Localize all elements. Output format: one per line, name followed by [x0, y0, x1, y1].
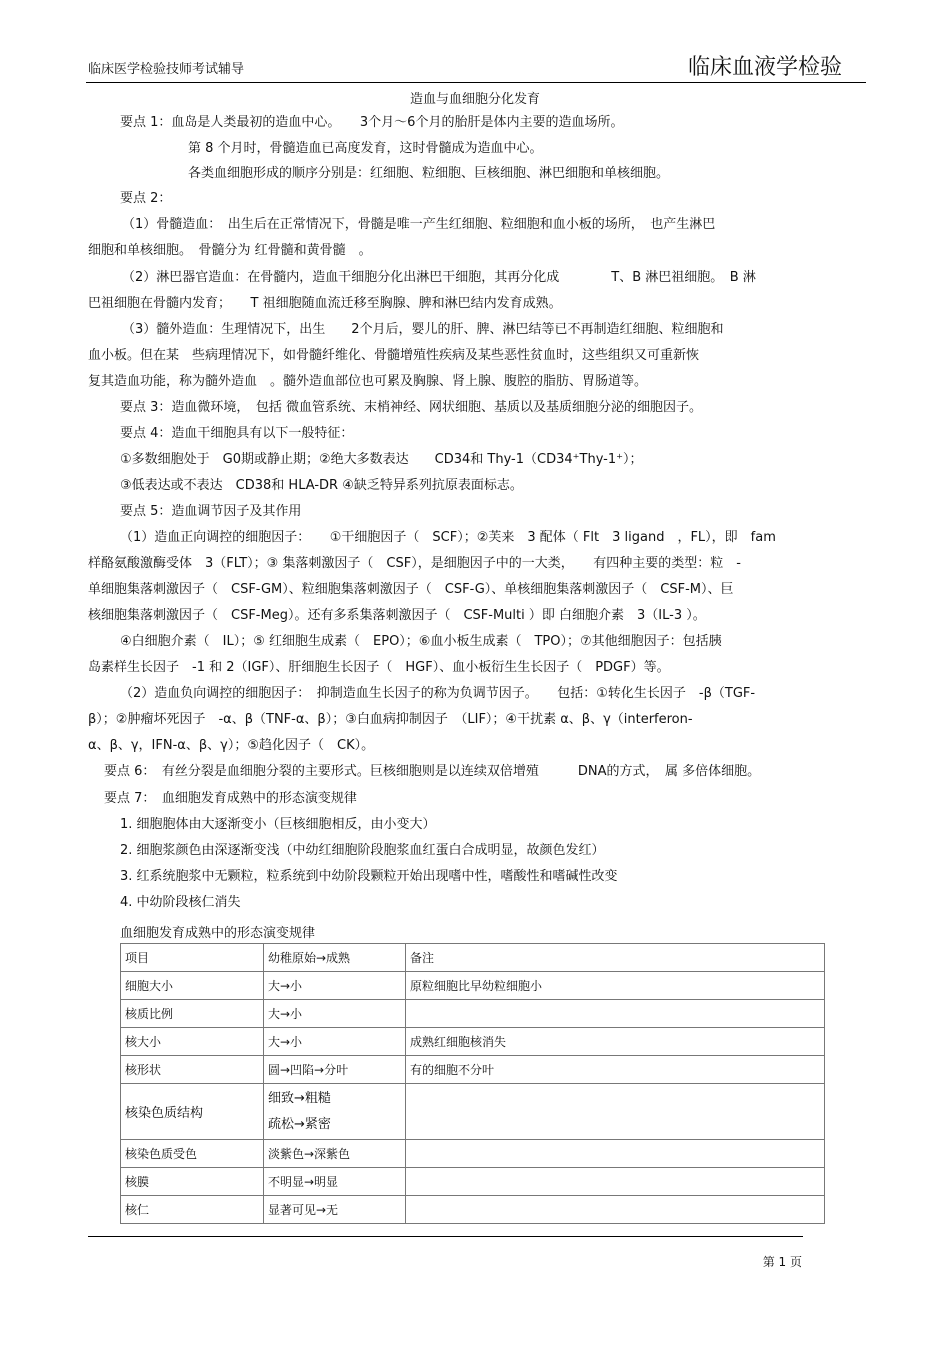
- table-cell-line: 细致→粗糙: [268, 1090, 331, 1106]
- text-line: （1）造血正向调控的细胞因子： ①干细胞因子（ SCF）；②芙来 3 配体（ Flt 3 ligand ，FL），即 fam: [120, 530, 776, 545]
- text-line: 样酪氨酸激酶受体 3（FLT）；③ 集落刺激因子（ CSF），是细胞因子中的一大类， 有四种主要的类型：粒 -: [88, 556, 741, 571]
- text-line: 3. 红系统胞浆中无颗粒，粒系统到中幼阶段颗粒开始出现嗜中性，嗜酸性和嗜碱性改变: [120, 869, 618, 884]
- text-line: （2）造血负向调控的细胞因子： 抑制造血生长因子的称为负调节因子。 包括：①转化生长因子 -β（TGF-: [120, 686, 756, 701]
- table-row: [121, 1140, 825, 1168]
- text-line: 要点 4：造血干细胞具有以下一般特征：: [120, 426, 354, 441]
- text-line: 核细胞集落刺激因子（ CSF-Meg）。还有多系集落刺激因子（ CSF-Multi ）即 白细胞介素 3（IL-3 ）。: [88, 608, 706, 623]
- table-row: [121, 1056, 825, 1084]
- text-line: 第 8 个月时，骨髓造血已高度发育，这时骨髓成为造血中心。: [188, 141, 543, 156]
- text-line: 2. 细胞浆颜色由深逐渐变浅（中幼红细胞阶段胞浆血红蛋白合成明显，故颜色发红）: [120, 843, 605, 858]
- text-line: 巴祖细胞在骨髓内发育； T 祖细胞随血流迁移至胸腺、脾和淋巴结内发育成熟。: [88, 296, 562, 311]
- table-row: [121, 1084, 825, 1140]
- table-cell: 核染色质受色: [121, 1140, 264, 1168]
- text-line: ③低表达或不表达 CD38和 HLA-DR ④缺乏特异系列抗原表面标志。: [120, 478, 523, 493]
- table-cell: [406, 1168, 825, 1196]
- table-cell: 有的细胞不分叶: [406, 1056, 825, 1084]
- text-line: 1. 细胞胞体由大逐渐变小（巨核细胞相反，由小变大）: [120, 817, 436, 832]
- page-number: 第 1 页: [762, 1255, 802, 1269]
- table-caption: 血细胞发育成熟中的形态演变规律: [120, 926, 316, 941]
- table-cell: 核仁: [121, 1196, 264, 1224]
- header-divider: [86, 82, 866, 83]
- table-row: [121, 1168, 825, 1196]
- table-cell: 核形状: [121, 1056, 264, 1084]
- table-cell: [406, 1140, 825, 1168]
- text-line: β）；②肿瘤坏死因子 -α、β（TNF-α、β）；③白血病抑制因子 （LIF）；④干扰素 α、β、γ（interferon-: [88, 712, 693, 727]
- header-course-name: 临床医学检验技师考试辅导: [88, 62, 245, 77]
- table-cell: [406, 1196, 825, 1224]
- table-header-cell: 备注: [406, 944, 825, 972]
- table-cell: [406, 1000, 825, 1028]
- table-cell: 圆→凹陷→分叶: [264, 1056, 406, 1084]
- table-cell: 显著可见→无: [264, 1196, 406, 1224]
- table-cell: 细胞大小: [121, 972, 264, 1000]
- table-row: [121, 1000, 825, 1028]
- table-header-row: [121, 944, 825, 972]
- text-line: 各类血细胞形成的顺序分别是：红细胞、粒细胞、巨核细胞、淋巴细胞和单核细胞。: [188, 166, 670, 181]
- text-line: α、β、γ，IFN-α、β、γ）；⑤趋化因子（ CK）。: [88, 738, 375, 753]
- text-line: ④白细胞介素（ IL）；⑤ 红细胞生成素（ EPO）；⑥血小板生成素（ TPO）；⑦其他细胞因子：包括胰: [120, 634, 722, 649]
- footer-divider: [88, 1236, 803, 1237]
- text-line: 要点 5：造血调节因子及其作用: [120, 504, 302, 519]
- table-header-cell: 项目: [121, 944, 264, 972]
- document-title: 造血与血细胞分化发育: [409, 92, 540, 107]
- text-line: ①多数细胞处于 G0期或静止期；②绝大多数表达 CD34和 Thy-1（CD34⁺Thy-1⁺）；: [120, 452, 643, 467]
- table-cell: [406, 1084, 825, 1140]
- text-line: 要点 3：造血微环境， 包括 微血管系统、末梢神经、网状细胞、基质以及基质细胞分泌的细胞因子。: [120, 400, 703, 415]
- text-line: 4. 中幼阶段核仁消失: [120, 895, 241, 910]
- text-line: 要点 2：: [120, 191, 172, 206]
- text-line: 要点 1：血岛是人类最初的造血中心。 3个月～6个月的胎肝是体内主要的造血场所。: [120, 115, 624, 130]
- text-line: 血小板。但在某 些病理情况下，如骨髓纤维化、骨髓增殖性疾病及某些恶性贫血时，这些组织又可重新恢: [88, 348, 700, 363]
- table-cell: 核膜: [121, 1168, 264, 1196]
- text-line: 单细胞集落刺激因子（ CSF-GM）、粒细胞集落刺激因子（ CSF-G）、单核细胞集落刺激因子（ CSF-M）、巨: [88, 582, 734, 597]
- header-subject-title: 临床血液学检验: [687, 55, 842, 80]
- table-cell: 核质比例: [121, 1000, 264, 1028]
- table-header-cell: 幼稚原始→成熟: [264, 944, 406, 972]
- table-cell: 原粒细胞比早幼粒细胞小: [406, 972, 825, 1000]
- table-cell-line: 疏松→紧密: [268, 1116, 331, 1132]
- text-line: 要点 6： 有丝分裂是血细胞分裂的主要形式。巨核细胞则是以连续双倍增殖 DNA的方式， 属 多倍体细胞。: [104, 764, 761, 779]
- text-line: （2）淋巴器官造血：在骨髓内，造血干细胞分化出淋巴干细胞，其再分化成 T、B 淋巴祖细胞。 B 淋: [122, 270, 756, 285]
- table-row: [121, 972, 825, 1000]
- text-line: （3）髓外造血：生理情况下，出生 2个月后，婴儿的肝、脾、淋巴结等已不再制造红细胞、粒细胞和: [122, 322, 724, 337]
- morphology-table: [120, 943, 825, 1224]
- text-line: 复其造血功能，称为髓外造血 。髓外造血部位也可累及胸腺、肾上腺、腹腔的脂肪、胃肠道等。: [88, 374, 648, 389]
- table-row: [121, 1028, 825, 1056]
- text-line: （1）骨髓造血： 出生后在正常情况下，骨髓是唯一产生红细胞、粒细胞和血小板的场所， 也产生淋巴: [122, 217, 716, 232]
- table-cell: 大→小: [264, 1028, 406, 1056]
- table-cell: 成熟红细胞核消失: [406, 1028, 825, 1056]
- text-line: 岛素样生长因子 -1 和 2（IGF）、肝细胞生长因子（ HGF）、血小板衍生生长因子（ PDGF）等。: [88, 660, 670, 675]
- table-cell: 大→小: [264, 972, 406, 1000]
- table-cell: 淡紫色→深紫色: [264, 1140, 406, 1168]
- table-cell: 大→小: [264, 1000, 406, 1028]
- table-cell: 核染色质结构: [121, 1084, 264, 1140]
- text-line: 细胞和单核细胞。 骨髓分为 红骨髓和黄骨髓 。: [88, 243, 372, 258]
- table-cell: 不明显→明显: [264, 1168, 406, 1196]
- table-cell: 核大小: [121, 1028, 264, 1056]
- table-cell: [264, 1084, 406, 1140]
- text-line: 要点 7： 血细胞发育成熟中的形态演变规律: [104, 791, 357, 806]
- table-row: [121, 1196, 825, 1224]
